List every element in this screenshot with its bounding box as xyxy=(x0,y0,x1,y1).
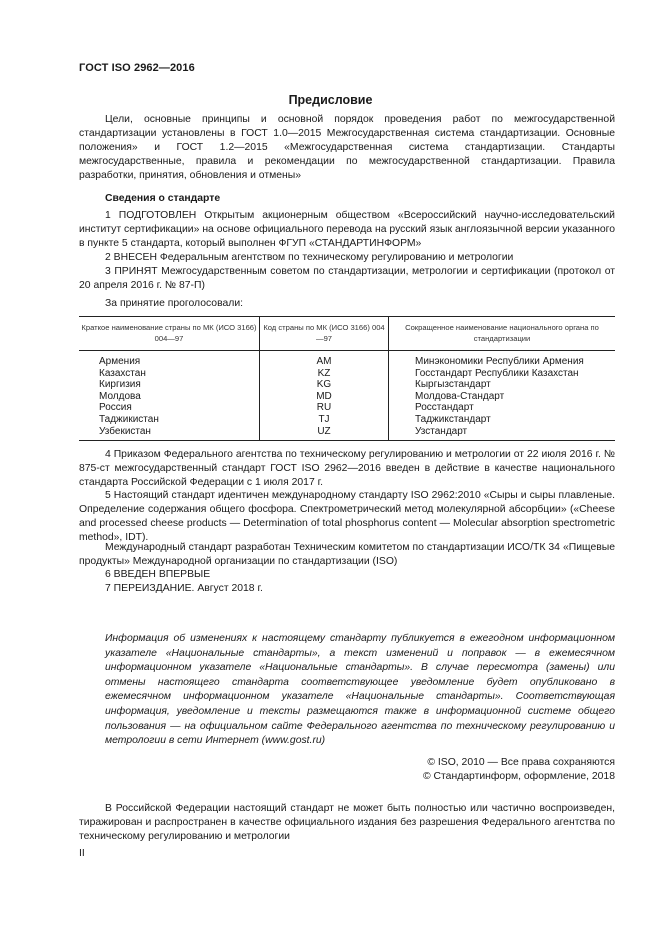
item-5: 5 Настоящий стандарт идентичен международному стандарту ISO 2962:2010 «Сыры и сыры плавленые. Определение содержания общего фосфора. Спектрометрический метод молекулярной абсорбции» («Cheese and processed cheese products — Determination of total phosphorus content — Molecular absorption spectrometric method», IDT). xyxy=(79,490,615,543)
page-title: Предисловие xyxy=(288,93,373,107)
table-row xyxy=(79,368,615,380)
item-3: 3 ПРИНЯТ Межгосударственным советом по стандартизации, метрологии и сертификации (протокол от 20 апреля 2016 г. № 87-П) xyxy=(79,266,615,291)
copyright-block xyxy=(423,756,615,784)
cell-country: Казахстан xyxy=(99,367,146,379)
item-2: 2 ВНЕСЕН Федеральным агентством по техническому регулированию и метрологии xyxy=(105,252,514,263)
item-1: 1 ПОДГОТОВЛЕН Открытым акционерным обществом «Всероссийский научно-исследовательский институт сертификации» на основе официального перевода на русский язык англоязычной версии указанного в пункте 5 стандарта, который выполнен ФГУП «СТАНДАРТИНФОРМ» xyxy=(79,210,615,249)
item-7: 7 ПЕРЕИЗДАНИЕ. Август 2018 г. xyxy=(105,583,263,594)
table-row xyxy=(79,351,615,368)
cell-country: Таджикистан xyxy=(99,413,159,425)
table-row xyxy=(79,414,615,426)
section-title: Сведения о стандарте xyxy=(105,193,221,204)
reproduction-notice: В Российской Федерации настоящий стандарт не может быть полностью или частично воспроизведен, тиражирован и распространен в качестве официального издания без разрешения Федерального агентства по техническому регулированию и метрологии xyxy=(79,803,615,842)
copyright-iso: © ISO, 2010 — Все права сохраняются xyxy=(427,757,615,768)
table-row xyxy=(79,379,615,391)
table-header-row xyxy=(79,317,615,351)
table-row xyxy=(79,402,615,414)
voted-label: За принятие проголосовали: xyxy=(105,298,244,309)
cell-country: Россия xyxy=(99,402,132,414)
cell-body: Минэкономики Республики Армения xyxy=(389,351,616,368)
cell-country: Молдова xyxy=(99,390,141,402)
cell-body: Кыргызстандарт xyxy=(389,379,616,391)
item-4: 4 Приказом Федерального агентства по техническому регулированию и метрологии от 22 июля 2016 г. № 875-ст межгосударственный стандарт ГОСТ ISO 2962—2016 введен в действие в качестве национального стандарта Российской Федерации с 1 июля 2017 г. xyxy=(79,449,615,488)
cell-country: Узбекистан xyxy=(79,426,260,441)
copyright-standartinform: © Стандартинформ, оформление, 2018 xyxy=(422,771,615,782)
table-header-body: Сокращенное наименование национального органа по стандартизации xyxy=(389,317,616,351)
cell-country: Киргизия xyxy=(99,379,141,391)
cell-code: AM xyxy=(260,351,389,368)
cell-code: TJ xyxy=(260,414,389,426)
cell-code: RU xyxy=(260,402,389,414)
document-code: ГОСТ ISO 2962—2016 xyxy=(79,62,195,74)
cell-body: Таджикстандарт xyxy=(389,414,616,426)
intro-paragraph: Цели, основные принципы и основной порядок проведения работ по межгосударственной стандартизации установлены в ГОСТ 1.0—2015 Межгосударственная система стандартизации. Основные положения» и ГОСТ 1.2—2015 «Межгосударственная система стандартизации. Стандарты межгосударственные, правила и рекомендации по межгосударственной стандартизации. Правила разработки, принятия, обновления и отмены» xyxy=(79,114,615,181)
cell-body: Госстандарт Республики Казахстан xyxy=(389,368,616,380)
item-6: 6 ВВЕДЕН ВПЕРВЫЕ xyxy=(105,569,211,580)
page-number: II xyxy=(79,848,85,859)
table-row xyxy=(79,426,615,441)
cell-body: Росстандарт xyxy=(389,402,616,414)
cell-code: UZ xyxy=(260,426,389,441)
cell-code: KG xyxy=(260,379,389,391)
table-row xyxy=(79,391,615,403)
table-header-country: Краткое наименование страны по МК (ИСО 3166) 004—97 xyxy=(79,317,260,351)
cell-body: Узстандарт xyxy=(389,426,616,441)
table-header-code: Код страны по МК (ИСО 3166) 004—97 xyxy=(260,317,389,351)
item-5-note: Международный стандарт разработан Техническим комитетом по стандартизации ИСО/ТК 34 «Пищевые продукты» Международной организации по стандартизации (ISO) xyxy=(79,542,615,567)
cell-code: MD xyxy=(260,391,389,403)
cell-body: Молдова-Стандарт xyxy=(389,391,616,403)
countries-table xyxy=(79,316,615,441)
cell-country: Армения xyxy=(99,356,141,367)
cell-code: KZ xyxy=(260,368,389,380)
info-notice: Информация об изменениях к настоящему стандарту публикуется в ежегодном информационном указателе «Национальные стандарты», а текст изменений и поправок — в ежемесячном информационном указателе «Национальные стандарты». В случае пересмотра (замены) или отмены настоящего стандарта соответствующее уведомление будет опубликовано в ежемесячном информационном указателе «Национальные стандарты». Соответствующая информация, уведомление и тексты размещаются также в информационной системе общего пользования — на официальном сайте Федерального агентства по техническому регулированию и метрологии в сети Интернет (www.gost.ru) xyxy=(105,633,615,747)
